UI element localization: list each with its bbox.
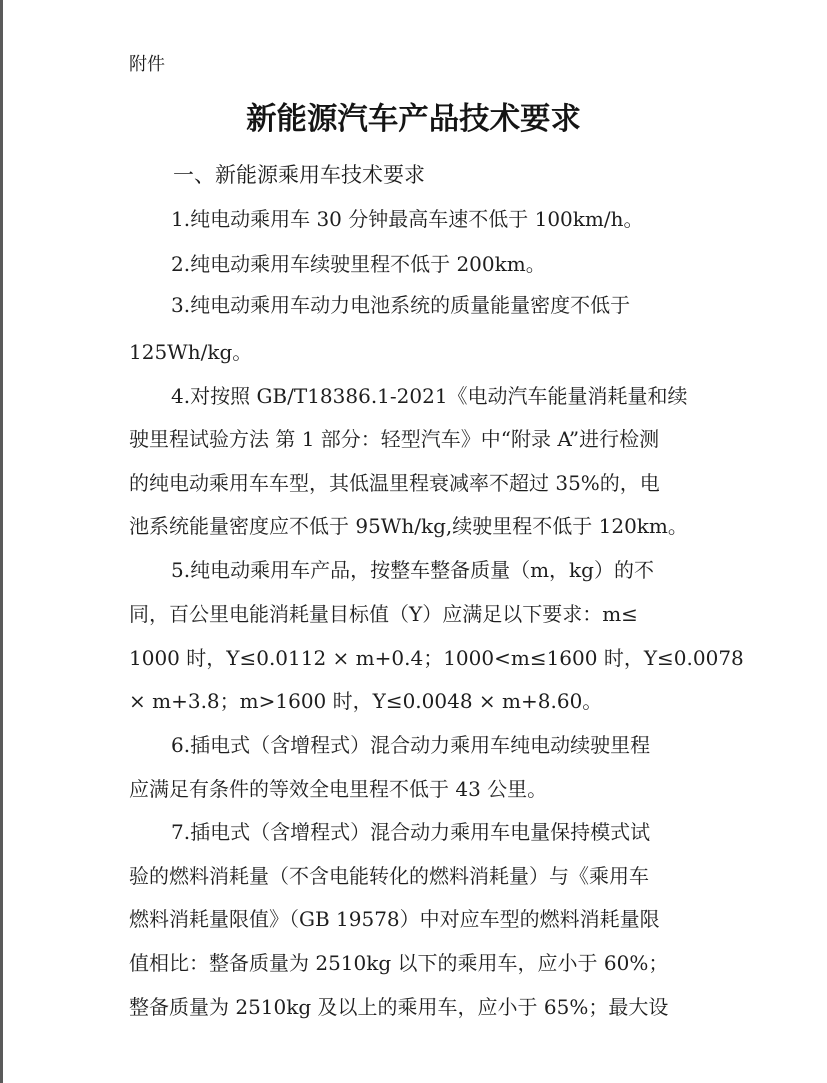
paragraph-line: 1.纯电动乘用车 30 分钟最高车速不低于 100km/h。: [171, 207, 644, 231]
paragraph-line: 5.纯电动乘用车产品，按整车整备质量（m，kg）的不: [171, 558, 654, 582]
paragraph-line: 6.插电式（含增程式）混合动力乘用车纯电动续驶里程: [171, 733, 651, 757]
paragraph-line: 燃料消耗量限值》（GB 19578）中对应车型的燃料消耗量限: [129, 907, 660, 931]
paragraph-line: 池系统能量密度应不低于 95Wh/kg,续驶里程不低于 120km。: [129, 514, 688, 538]
paragraph-line: 125Wh/kg。: [129, 340, 253, 364]
paragraph-line: 驶里程试验方法 第 1 部分：轻型汽车》中“附录 A”进行检测: [129, 427, 660, 451]
paragraph-line: 7.插电式（含增程式）混合动力乘用车电量保持模式试: [171, 820, 651, 844]
paragraph-line: 同，百公里电能消耗量目标值（Y）应满足以下要求：m≤: [129, 602, 638, 626]
paragraph-line: × m+3.8；m>1600 时，Y≤0.0048 × m+8.60。: [129, 689, 603, 713]
paragraph-line: 的纯电动乘用车车型，其低温里程衰减率不超过 35%的，电: [129, 471, 660, 495]
paragraph-line: 3.纯电动乘用车动力电池系统的质量能量密度不低于: [171, 293, 631, 317]
paragraph-line: 1000 时，Y≤0.0112 × m+0.4；1000<m≤1600 时，Y≤0.0078: [129, 646, 744, 670]
document-title: 新能源汽车产品技术要求: [246, 101, 581, 137]
paragraph-line: 整备质量为 2510kg 及以上的乘用车，应小于 65%；最大设: [129, 995, 669, 1019]
paragraph-line: 验的燃料消耗量（不含电能转化的燃料消耗量）与《乘用车: [129, 864, 649, 888]
paragraph-line: 4.对按照 GB/T18386.1-2021《电动汽车能量消耗量和续: [171, 384, 688, 408]
paragraph-line: 值相比：整备质量为 2510kg 以下的乘用车，应小于 60%；: [129, 951, 669, 975]
attachment-label: 附件: [129, 54, 165, 75]
paragraph-line: 2.纯电动乘用车续驶里程不低于 200km。: [171, 252, 546, 276]
paragraph-line: 应满足有条件的等效全电里程不低于 43 公里。: [129, 777, 548, 801]
section-heading: 一、新能源乘用车技术要求: [173, 163, 425, 187]
